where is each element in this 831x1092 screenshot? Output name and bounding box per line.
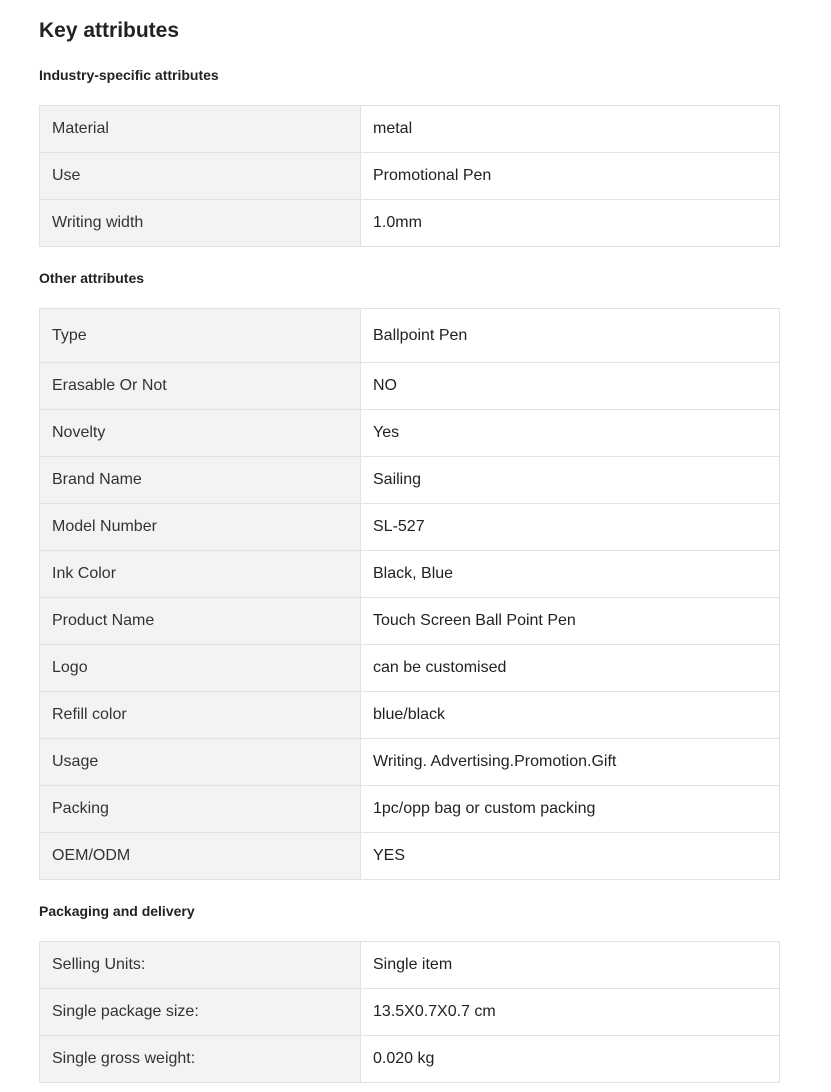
attribute-value: SL-527 [361,504,780,551]
attribute-value: 0.020 kg [361,1036,780,1083]
table-row [40,363,780,410]
section-title-industry-specific: Industry-specific attributes [39,67,219,83]
section-title-other-attributes: Other attributes [39,270,145,286]
table-row [40,645,780,692]
attribute-value: 1pc/opp bag or custom packing [361,786,780,833]
table-row [40,739,780,786]
attribute-value: Promotional Pen [361,153,780,200]
section-title-packaging-delivery: Packaging and delivery [39,903,195,919]
attribute-value: Single item [361,942,780,989]
attribute-label: Material [40,106,361,153]
attribute-label: Type [40,309,361,363]
table-row [40,200,780,247]
attribute-value: 1.0mm [361,200,780,247]
table-row [40,833,780,880]
table-row [40,153,780,200]
attribute-value: Ballpoint Pen [361,309,780,363]
attribute-label: OEM/ODM [40,833,361,880]
packaging-delivery-table [39,941,780,1083]
table-row [40,786,780,833]
industry-attributes-table [39,105,780,247]
attribute-label: Ink Color [40,551,361,598]
attribute-label: Logo [40,645,361,692]
attribute-value: can be customised [361,645,780,692]
table-row [40,942,780,989]
table-row [40,551,780,598]
attribute-label: Brand Name [40,457,361,504]
attribute-value: Yes [361,410,780,457]
table-row [40,457,780,504]
other-attributes-table [39,308,780,880]
attribute-label: Single package size: [40,989,361,1036]
table-row [40,504,780,551]
table-row [40,598,780,645]
attribute-value: YES [361,833,780,880]
table-row [40,410,780,457]
attribute-label: Single gross weight: [40,1036,361,1083]
attribute-value: blue/black [361,692,780,739]
attribute-label: Packing [40,786,361,833]
attribute-value: metal [361,106,780,153]
attribute-label: Use [40,153,361,200]
attribute-label: Writing width [40,200,361,247]
attribute-label: Novelty [40,410,361,457]
attribute-label: Usage [40,739,361,786]
attribute-label: Refill color [40,692,361,739]
attribute-label: Product Name [40,598,361,645]
page-title: Key attributes [39,19,180,42]
table-row [40,1036,780,1083]
table-row [40,309,780,363]
attribute-label: Selling Units: [40,942,361,989]
attribute-value: Touch Screen Ball Point Pen [361,598,780,645]
attribute-label: Erasable Or Not [40,363,361,410]
attribute-label: Model Number [40,504,361,551]
attribute-value: Black, Blue [361,551,780,598]
table-row [40,989,780,1036]
attribute-value: Writing. Advertising.Promotion.Gift [361,739,780,786]
attribute-value: 13.5X0.7X0.7 cm [361,989,780,1036]
attribute-value: Sailing [361,457,780,504]
table-row [40,106,780,153]
table-row [40,692,780,739]
attribute-value: NO [361,363,780,410]
